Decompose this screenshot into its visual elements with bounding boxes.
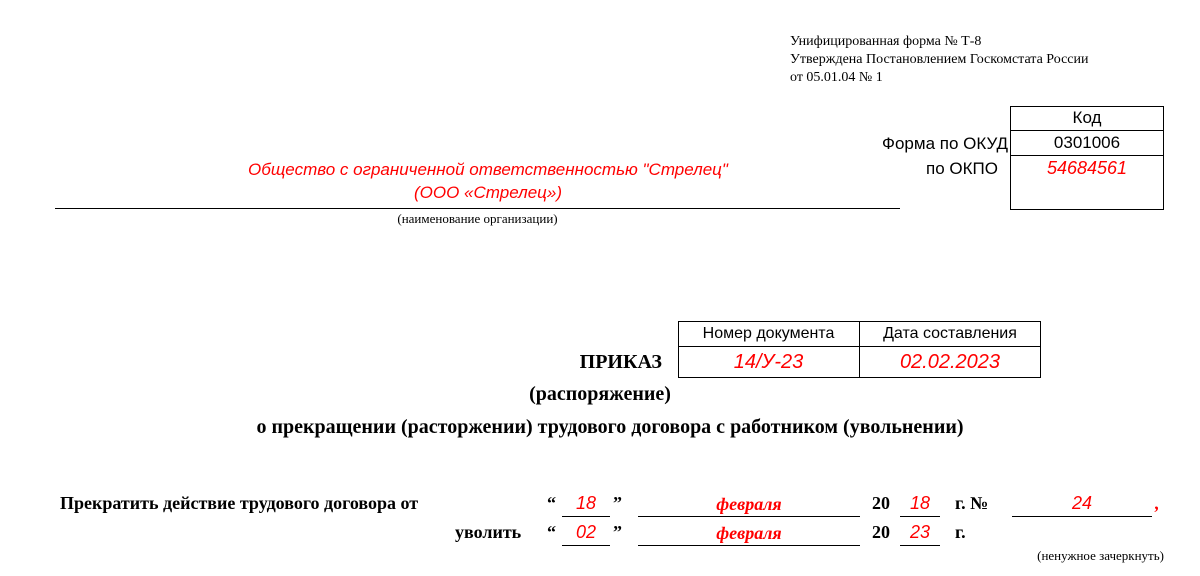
codes-divider-1 — [1010, 130, 1164, 131]
contract-number-label: г. № — [955, 493, 989, 513]
doc-date-value: 02.02.2023 — [899, 351, 1001, 373]
org-caption: (наименование организации) — [397, 211, 558, 226]
okud-label: Форма по ОКУД — [882, 134, 1008, 153]
org-name-line2: (ООО «Стрелец») — [414, 183, 562, 202]
strike-note: (ненужное зачеркнуть) — [1037, 548, 1164, 563]
contract-number: 24 — [1071, 493, 1093, 513]
contract-day: 18 — [575, 493, 597, 513]
dismiss-year-prefix: 20 — [872, 522, 890, 542]
dismiss-year-suffix: 23 — [909, 522, 931, 542]
org-underline — [55, 208, 900, 209]
contract-label: Прекратить действие трудового договора от — [60, 493, 419, 513]
contract-year-suffix: 18 — [909, 493, 931, 513]
codes-divider-2 — [1010, 155, 1164, 156]
doc-date-header: Дата составления — [883, 325, 1017, 342]
dismiss-year-label: г. — [955, 522, 966, 542]
okud-value: 0301006 — [1053, 133, 1121, 152]
dismiss-label: уволить — [455, 522, 522, 542]
approval-text: Утверждена Постановлением Госкомстата России — [790, 52, 1089, 67]
doc-number-header: Номер документа — [702, 325, 835, 342]
okpo-value: 54684561 — [1046, 158, 1128, 178]
okpo-label: по ОКПО — [926, 159, 998, 178]
form-name: Унифицированная форма № Т-8 — [790, 34, 982, 49]
org-name-line1: Общество с ограниченной ответственностью "Стрелец" — [248, 160, 728, 179]
contract-quote-close: ” — [613, 493, 622, 513]
approval-date: от 05.01.04 № 1 — [790, 70, 883, 85]
dismiss-quote-open: “ — [547, 522, 556, 542]
doc-number-value: 14/У-23 — [733, 351, 804, 373]
contract-quote-open: “ — [547, 493, 556, 513]
contract-year-prefix: 20 — [872, 493, 890, 513]
contract-comma: , — [1155, 493, 1160, 513]
code-header: Код — [1072, 108, 1102, 127]
order-title: ПРИКАЗ — [579, 351, 662, 373]
order-subtitle: (распоряжение) — [529, 383, 671, 405]
order-subject: о прекращении (расторжении) трудового договора с работником (увольнении) — [256, 416, 964, 438]
dismiss-month: февраля — [716, 523, 782, 543]
dismiss-quote-close: ” — [613, 522, 622, 542]
contract-month: февраля — [716, 494, 782, 514]
dismiss-day: 02 — [575, 522, 597, 542]
